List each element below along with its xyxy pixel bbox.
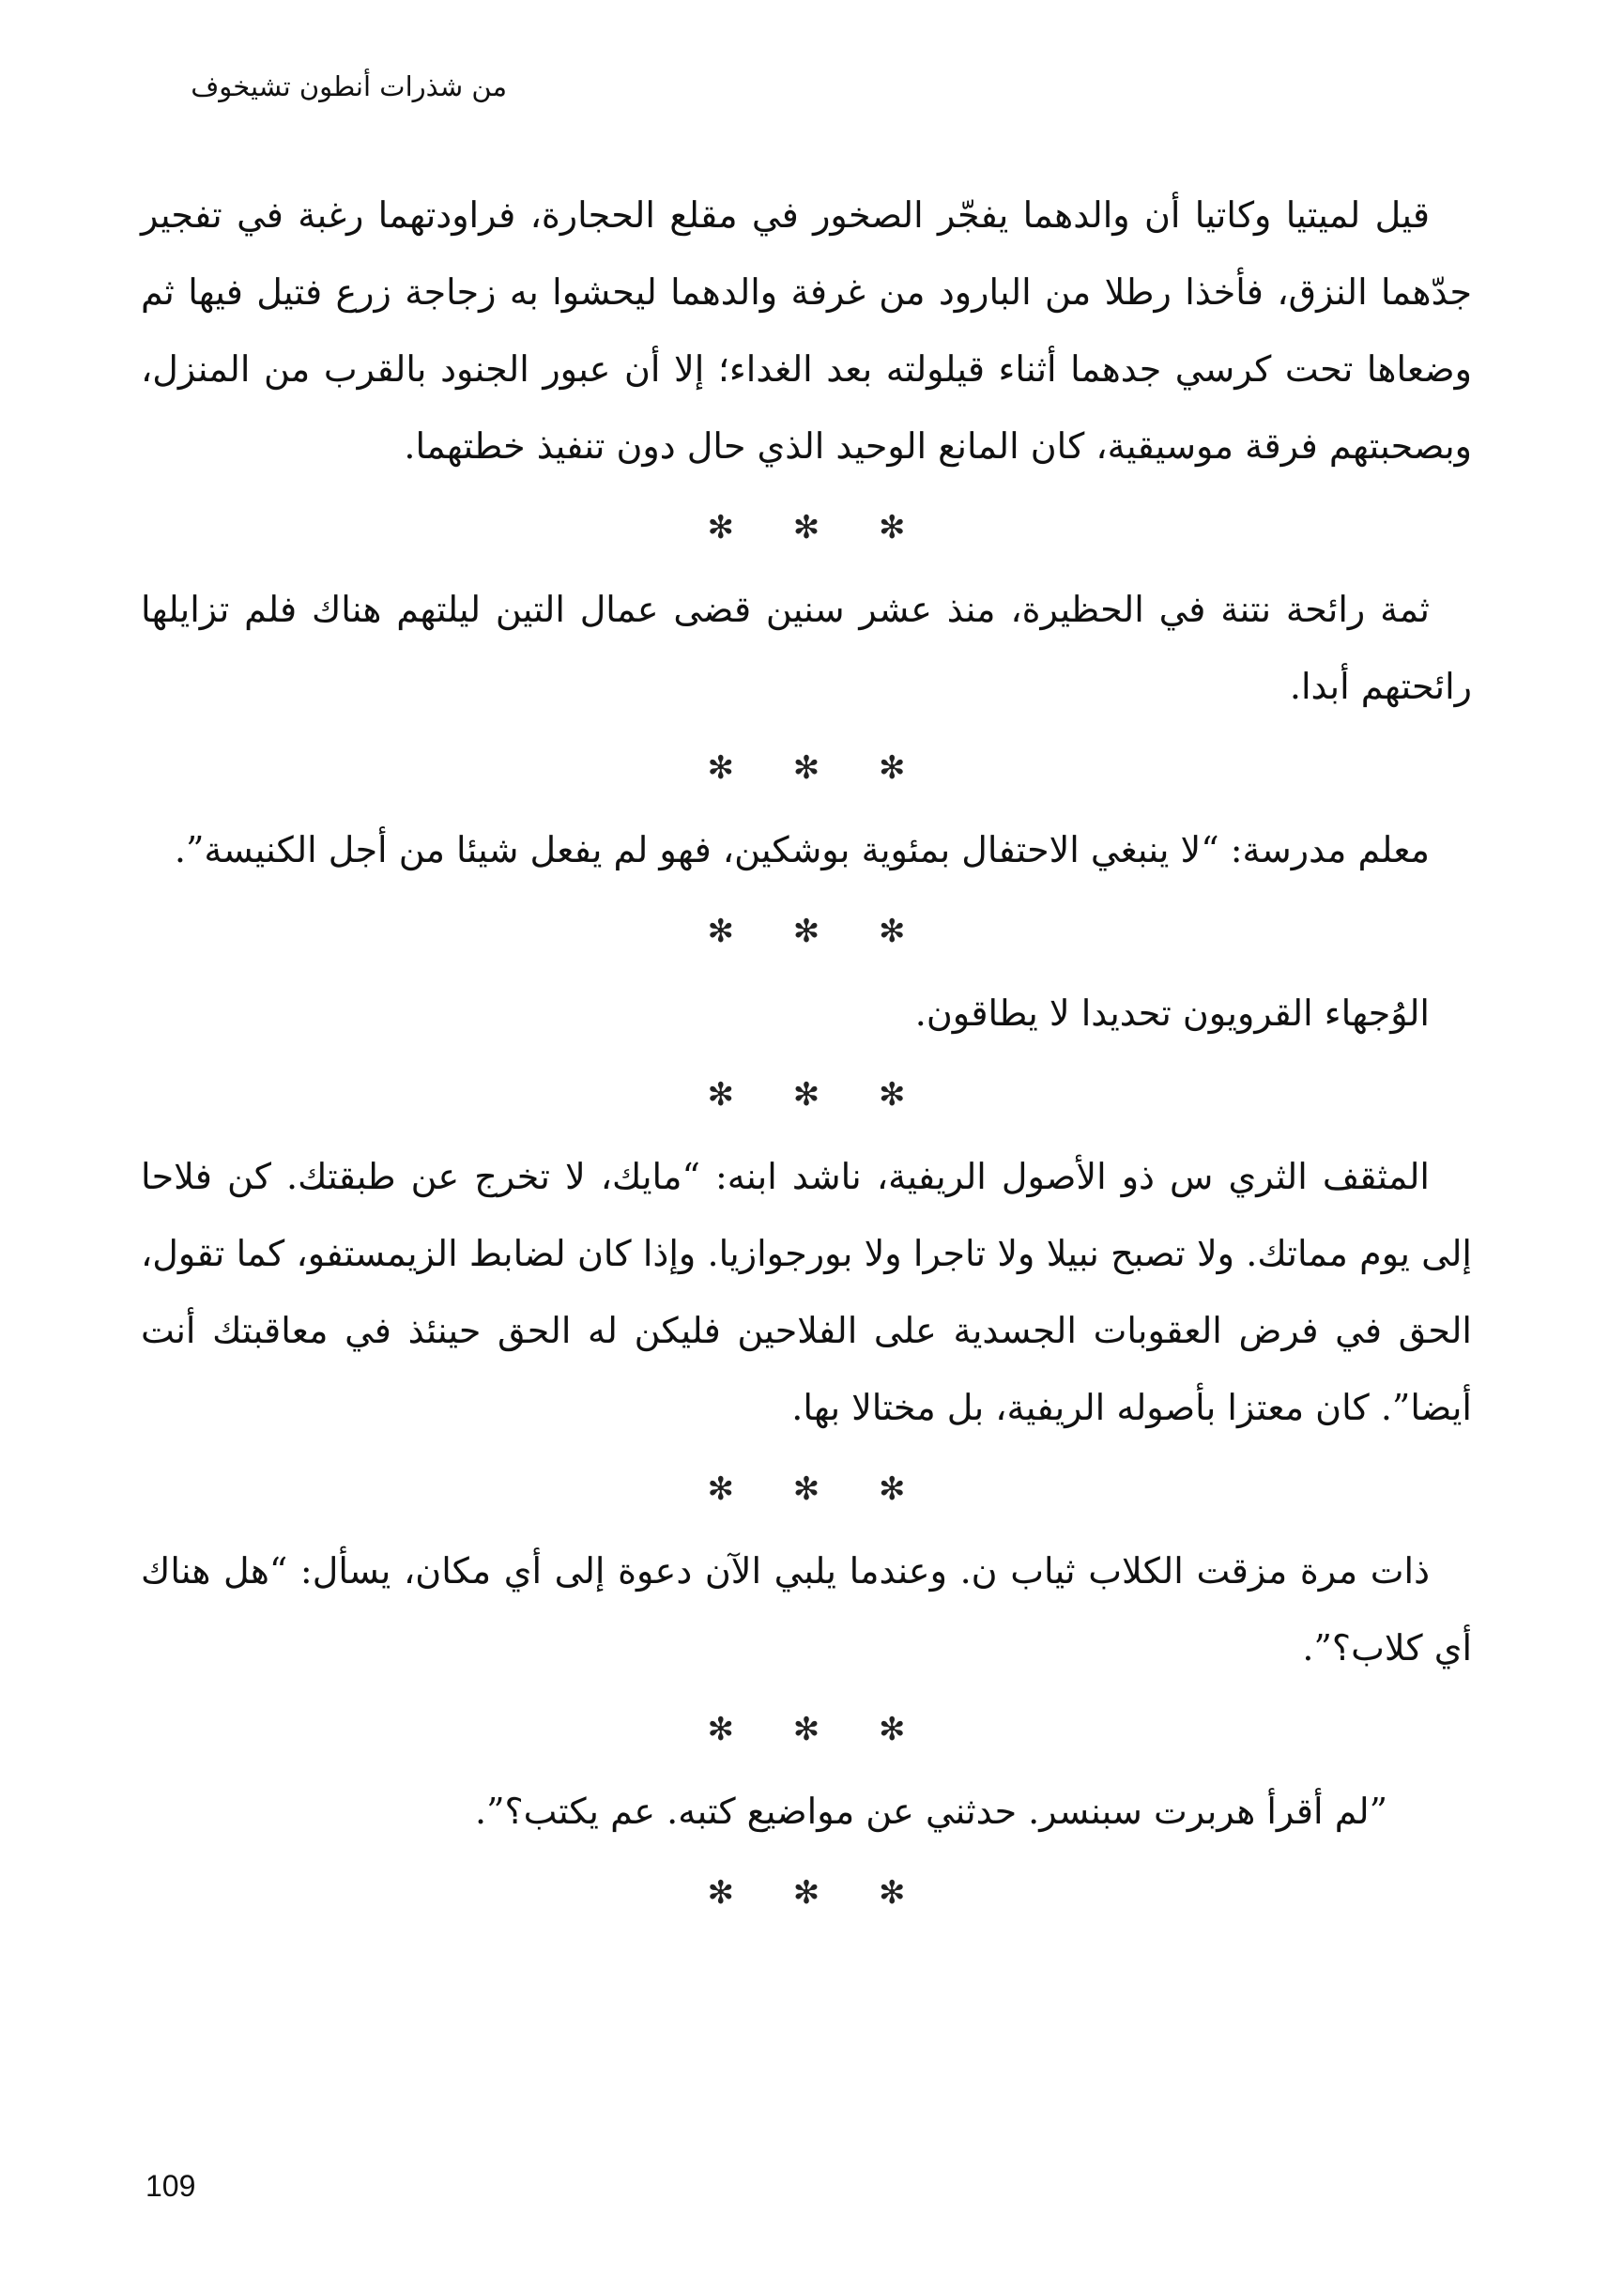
asterism-separator: ✻ ✻ ✻ [707, 1874, 930, 1912]
running-head: من شذرات أنطون تشيخوف [191, 70, 507, 102]
fragment-paragraph: ذات مرة مزقت الكلاب ثياب ن. وعندما يلبي الآن دعوة إلى أي مكان، يسأل: “هل هناك أي كلاب؟”. [141, 1550, 1472, 1669]
fragment-paragraph: معلم مدرسة: “لا ينبغي الاحتفال بمئوية بوشكين، فهو لم يفعل شيئا من أجل الكنيسة”. [174, 829, 1430, 870]
fragment-paragraph: ثمة رائحة نتنة في الحظيرة، منذ عشر سنين قضى عمال التين ليلتهم هناك فلم تزايلها رائحتهم أبدا. [141, 589, 1472, 707]
text-block [141, 177, 1472, 1936]
fragment-paragraph: ”لم أقرأ هربرت سبنسر. حدثني عن مواضيع كتبه. عم يكتب؟”. [474, 1791, 1387, 1832]
asterism-separator: ✻ ✻ ✻ [707, 1711, 930, 1748]
asterism-separator: ✻ ✻ ✻ [707, 509, 930, 546]
fragment-paragraph: قيل لميتيا وكاتيا أن والدهما يفجّر الصخور في مقلع الحجارة، فراودتهما رغبة في تفجير جدّهما النزق، فأخذا رطلا من البارود من غرفة والدهما ليحشوا به زجاجة زرع فتيل فيها ثم وضعاها تحت كرسي جدهما أثناء قيلولته بعد الغداء؛ إلا أن عبور الجنود بالقرب من المنزل، وبصحبتهم فرقة موسيقية، كان المانع الوحيد الذي حال دون تنفيذ خطتهما. [141, 194, 1472, 467]
asterism-separator: ✻ ✻ ✻ [707, 749, 930, 787]
asterism-separator: ✻ ✻ ✻ [707, 913, 930, 950]
page-number: 109 [146, 2169, 196, 2203]
asterism-separator: ✻ ✻ ✻ [707, 1076, 930, 1114]
asterism-separator: ✻ ✻ ✻ [707, 1470, 930, 1508]
fragment-paragraph: المثقف الثري س ذو الأصول الريفية، ناشد ابنه: “مايك، لا تخرج عن طبقتك. كن فلاحا إلى يوم مماتك. ولا تصبح نبيلا ولا تاجرا ولا بورجوازيا. وإذا كان لضابط الزيمستفو، كما تقول، الحق في فرض العقوبات الجسدية على الفلاحين فليكن له الحق حينئذ في معاقبتك أنت أيضا”. كان معتزا بأصوله الريفية، بل مختالا بها. [141, 1156, 1472, 1428]
fragment-paragraph: الوُجهاء القرويون تحديدا لا يطاقون. [914, 992, 1430, 1034]
